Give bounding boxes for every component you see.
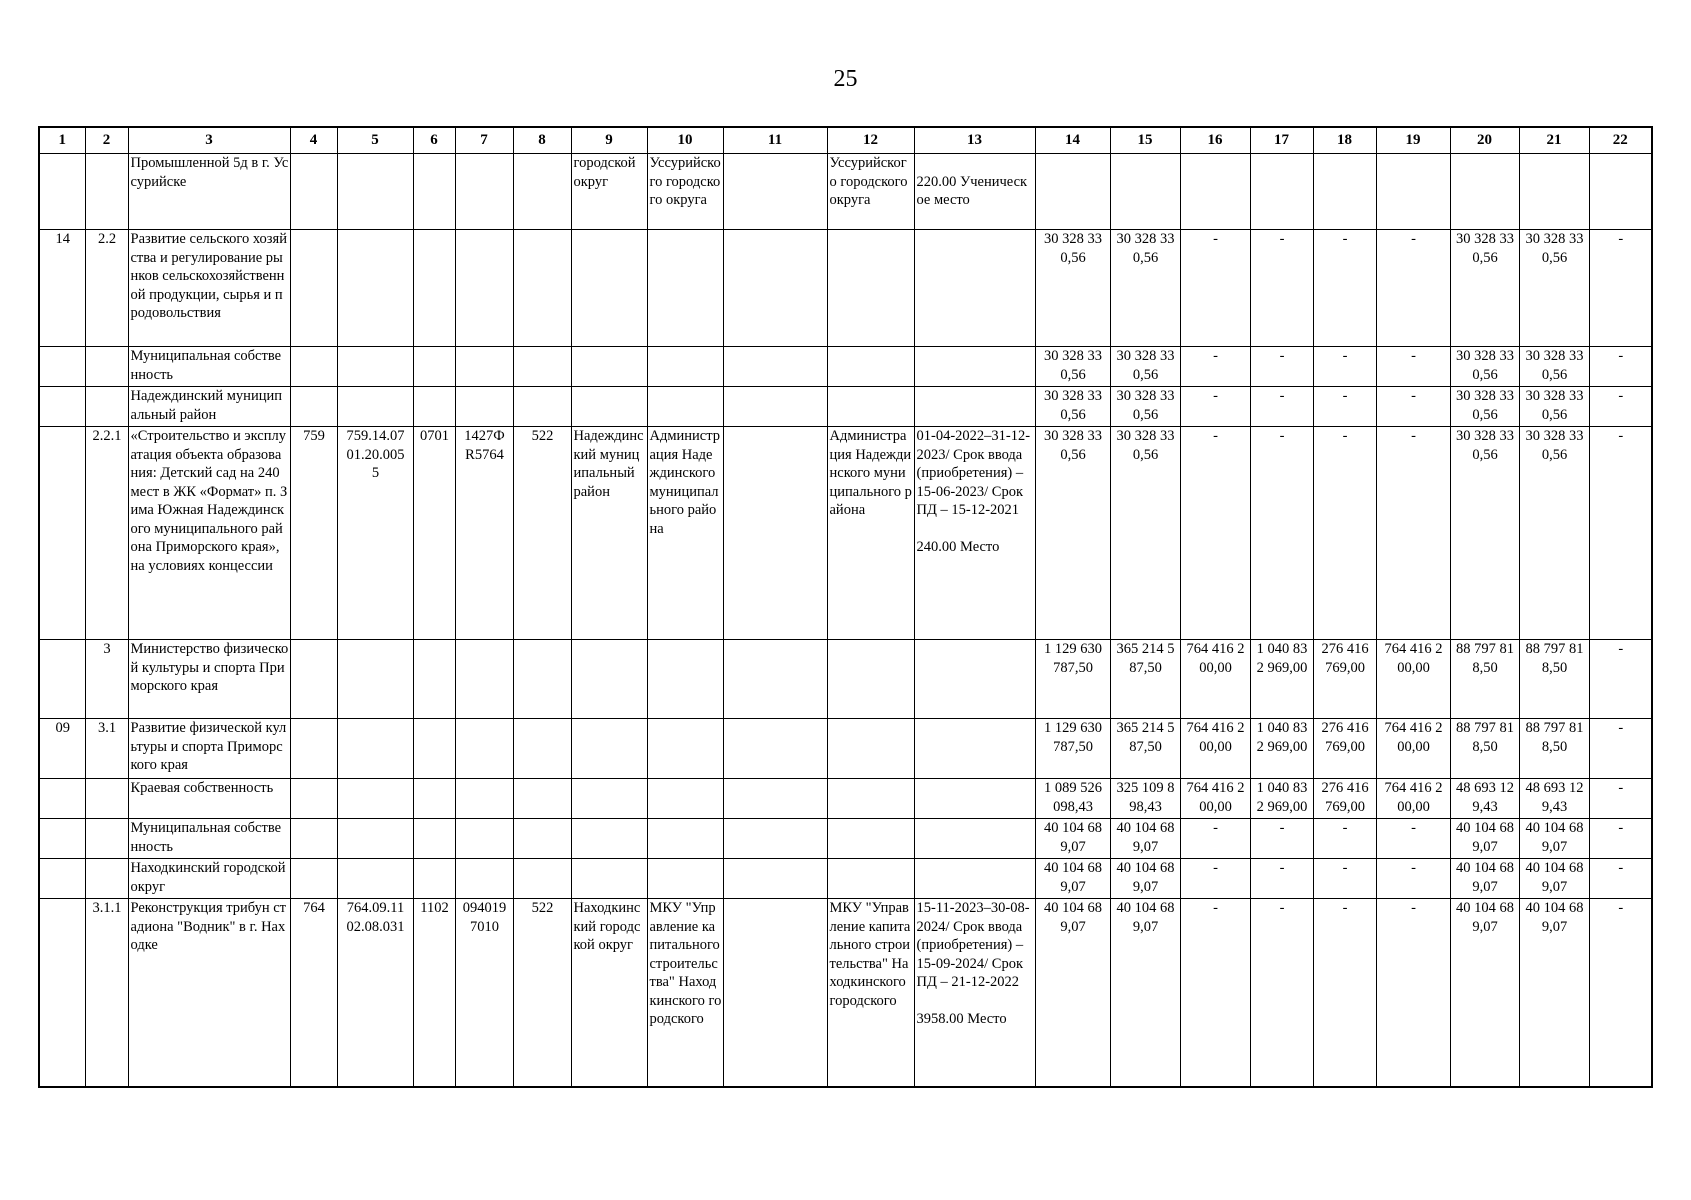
cell-amount-h: - <box>1589 230 1652 347</box>
cell-budget-classifier <box>337 719 413 779</box>
table-row <box>39 387 1652 427</box>
cell-section-code <box>413 347 455 387</box>
cell-item-code <box>85 859 128 899</box>
cell-gov-code <box>290 230 337 347</box>
column-header: 15 <box>1110 127 1180 154</box>
cell-budget-classifier <box>337 230 413 347</box>
cell-amount-b: 764 416 2 00,00 <box>1180 779 1250 819</box>
column-header: 17 <box>1250 127 1313 154</box>
cell-item-name: Находкинский городской округ <box>128 859 290 899</box>
cell-terms-capacity <box>914 719 1035 779</box>
cell-amount-d: 276 416 769,00 <box>1313 640 1376 719</box>
header-row <box>39 127 1652 154</box>
cell-municipality <box>571 719 647 779</box>
cell-amount-total: 40 104 68 9,07 <box>1035 819 1110 859</box>
cell-section-code <box>413 859 455 899</box>
cell-developer <box>827 859 914 899</box>
cell-terms-capacity: 15-11-2023–30-08-2024/ Срок ввода (приобретения) – 15-09-2024/ Срок ПД – 21-12-2022 3958.00 Место <box>914 899 1035 1087</box>
cell-expense-type <box>513 859 571 899</box>
cell-section-code <box>413 387 455 427</box>
cell-amount-total: 30 328 33 0,56 <box>1035 387 1110 427</box>
cell-amount-d: - <box>1313 347 1376 387</box>
cell-amount-e: - <box>1376 387 1450 427</box>
cell-amount-a: 30 328 33 0,56 <box>1110 347 1180 387</box>
cell-expense-type <box>513 640 571 719</box>
cell-amount-c: - <box>1250 859 1313 899</box>
cell-amount-a <box>1110 154 1180 230</box>
cell-amount-c: - <box>1250 427 1313 640</box>
cell-developer: МКУ "Управление капитального строительства" Находкинского городского <box>827 899 914 1087</box>
cell-developer <box>827 347 914 387</box>
cell-municipality <box>571 230 647 347</box>
cell-row-number <box>39 819 85 859</box>
cell-amount-c: 1 040 83 2 969,00 <box>1250 779 1313 819</box>
cell-amount-d: - <box>1313 387 1376 427</box>
cell-amount-c: - <box>1250 347 1313 387</box>
cell-terms-capacity <box>914 640 1035 719</box>
cell-amount-b: 764 416 2 00,00 <box>1180 640 1250 719</box>
cell-customer <box>647 779 723 819</box>
cell-gov-code <box>290 387 337 427</box>
cell-developer <box>827 387 914 427</box>
column-header: 13 <box>914 127 1035 154</box>
cell-amount-g: 40 104 68 9,07 <box>1519 859 1589 899</box>
cell-note <box>723 640 827 719</box>
cell-amount-e: 764 416 2 00,00 <box>1376 640 1450 719</box>
column-header: 2 <box>85 127 128 154</box>
cell-item-name: Развитие физической культуры и спорта Приморского края <box>128 719 290 779</box>
cell-amount-f: 40 104 68 9,07 <box>1450 899 1519 1087</box>
cell-note <box>723 387 827 427</box>
cell-amount-total: 30 328 33 0,56 <box>1035 230 1110 347</box>
cell-section-code <box>413 819 455 859</box>
cell-customer: МКУ "Управление капитального строительства" Находкинского городского <box>647 899 723 1087</box>
cell-item-name: Муниципальная собственность <box>128 819 290 859</box>
cell-amount-total: 40 104 68 9,07 <box>1035 859 1110 899</box>
cell-item-name: Муниципальная собственность <box>128 347 290 387</box>
cell-amount-e: - <box>1376 347 1450 387</box>
cell-budget-classifier <box>337 387 413 427</box>
cell-amount-f: 40 104 68 9,07 <box>1450 819 1519 859</box>
cell-item-name: Министерство физической культуры и спорта Приморского края <box>128 640 290 719</box>
cell-amount-h: - <box>1589 779 1652 819</box>
cell-target-article <box>455 719 513 779</box>
cell-amount-e: 764 416 2 00,00 <box>1376 779 1450 819</box>
cell-amount-b: - <box>1180 819 1250 859</box>
cell-section-code <box>413 779 455 819</box>
cell-customer <box>647 387 723 427</box>
cell-customer <box>647 230 723 347</box>
cell-item-code <box>85 154 128 230</box>
cell-budget-classifier: 759.14.07 01.20.005 5 <box>337 427 413 640</box>
table-row <box>39 779 1652 819</box>
column-header: 8 <box>513 127 571 154</box>
cell-amount-h: - <box>1589 899 1652 1087</box>
cell-amount-d: - <box>1313 230 1376 347</box>
cell-amount-d <box>1313 154 1376 230</box>
cell-section-code <box>413 640 455 719</box>
cell-amount-b <box>1180 154 1250 230</box>
cell-amount-c: 1 040 83 2 969,00 <box>1250 640 1313 719</box>
table-row <box>39 899 1652 1087</box>
cell-amount-f <box>1450 154 1519 230</box>
cell-expense-type <box>513 779 571 819</box>
cell-amount-h: - <box>1589 427 1652 640</box>
cell-amount-e: - <box>1376 859 1450 899</box>
cell-amount-f: 30 328 33 0,56 <box>1450 347 1519 387</box>
cell-budget-classifier <box>337 347 413 387</box>
cell-customer: Администрация Надеждинского муниципального района <box>647 427 723 640</box>
column-header: 16 <box>1180 127 1250 154</box>
cell-developer: Уссурийского городского округа <box>827 154 914 230</box>
cell-gov-code <box>290 347 337 387</box>
cell-amount-g: 88 797 81 8,50 <box>1519 640 1589 719</box>
column-header: 20 <box>1450 127 1519 154</box>
cell-budget-classifier <box>337 640 413 719</box>
cell-amount-b: - <box>1180 387 1250 427</box>
cell-terms-capacity <box>914 779 1035 819</box>
cell-terms-capacity: 220.00 Ученическое место <box>914 154 1035 230</box>
cell-amount-g: 30 328 33 0,56 <box>1519 427 1589 640</box>
cell-row-number <box>39 779 85 819</box>
cell-amount-b: - <box>1180 230 1250 347</box>
cell-note <box>723 154 827 230</box>
cell-row-number <box>39 154 85 230</box>
cell-amount-total: 30 328 33 0,56 <box>1035 427 1110 640</box>
column-header: 19 <box>1376 127 1450 154</box>
cell-amount-b: - <box>1180 347 1250 387</box>
cell-developer <box>827 819 914 859</box>
cell-target-article <box>455 859 513 899</box>
cell-municipality: Надеждинский муниципальный район <box>571 427 647 640</box>
column-header: 6 <box>413 127 455 154</box>
cell-amount-a: 40 104 68 9,07 <box>1110 819 1180 859</box>
cell-target-article <box>455 819 513 859</box>
cell-item-code: 2.2 <box>85 230 128 347</box>
table-body <box>39 154 1652 1087</box>
cell-amount-g <box>1519 154 1589 230</box>
cell-amount-d: - <box>1313 427 1376 640</box>
cell-target-article: 094019 7010 <box>455 899 513 1087</box>
table-row <box>39 154 1652 230</box>
table-row <box>39 230 1652 347</box>
cell-amount-d: - <box>1313 859 1376 899</box>
cell-expense-type: 522 <box>513 427 571 640</box>
cell-row-number <box>39 899 85 1087</box>
cell-amount-g: 48 693 12 9,43 <box>1519 779 1589 819</box>
cell-section-code <box>413 719 455 779</box>
cell-gov-code <box>290 859 337 899</box>
cell-developer <box>827 719 914 779</box>
cell-amount-total <box>1035 154 1110 230</box>
cell-expense-type <box>513 154 571 230</box>
cell-amount-b: - <box>1180 899 1250 1087</box>
table-row <box>39 859 1652 899</box>
cell-amount-g: 88 797 81 8,50 <box>1519 719 1589 779</box>
cell-amount-e: - <box>1376 899 1450 1087</box>
cell-section-code: 0701 <box>413 427 455 640</box>
cell-item-code: 3.1.1 <box>85 899 128 1087</box>
cell-amount-d: 276 416 769,00 <box>1313 719 1376 779</box>
cell-terms-capacity: 01-04-2022–31-12-2023/ Срок ввода (приобретения) – 15-06-2023/ Срок ПД – 15-12-2021 240.00 Место <box>914 427 1035 640</box>
cell-amount-a: 30 328 33 0,56 <box>1110 387 1180 427</box>
cell-amount-b: 764 416 2 00,00 <box>1180 719 1250 779</box>
cell-section-code <box>413 154 455 230</box>
cell-note <box>723 230 827 347</box>
cell-amount-h: - <box>1589 719 1652 779</box>
cell-amount-a: 40 104 68 9,07 <box>1110 859 1180 899</box>
cell-amount-h: - <box>1589 859 1652 899</box>
cell-municipality: городской округ <box>571 154 647 230</box>
cell-budget-classifier: 764.09.11 02.08.031 <box>337 899 413 1087</box>
column-header: 12 <box>827 127 914 154</box>
table-row <box>39 347 1652 387</box>
cell-amount-g: 40 104 68 9,07 <box>1519 819 1589 859</box>
cell-municipality <box>571 859 647 899</box>
cell-terms-capacity <box>914 347 1035 387</box>
column-header: 11 <box>723 127 827 154</box>
cell-amount-e: - <box>1376 819 1450 859</box>
cell-amount-f: 30 328 33 0,56 <box>1450 387 1519 427</box>
cell-item-code: 3 <box>85 640 128 719</box>
cell-budget-classifier <box>337 859 413 899</box>
cell-amount-a: 40 104 68 9,07 <box>1110 899 1180 1087</box>
cell-amount-c: - <box>1250 387 1313 427</box>
cell-amount-total: 30 328 33 0,56 <box>1035 347 1110 387</box>
cell-budget-classifier <box>337 819 413 859</box>
cell-amount-f: 48 693 12 9,43 <box>1450 779 1519 819</box>
cell-amount-f: 40 104 68 9,07 <box>1450 859 1519 899</box>
cell-gov-code: 759 <box>290 427 337 640</box>
column-header: 7 <box>455 127 513 154</box>
cell-amount-f: 88 797 81 8,50 <box>1450 719 1519 779</box>
cell-expense-type <box>513 230 571 347</box>
cell-budget-classifier <box>337 779 413 819</box>
cell-terms-capacity <box>914 387 1035 427</box>
cell-developer <box>827 230 914 347</box>
budget-table <box>38 126 1653 1088</box>
cell-expense-type <box>513 819 571 859</box>
cell-amount-h <box>1589 154 1652 230</box>
table-row <box>39 819 1652 859</box>
cell-target-article <box>455 230 513 347</box>
cell-amount-g: 30 328 33 0,56 <box>1519 387 1589 427</box>
cell-item-name: «Строительство и эксплуатация объекта образования: Детский сад на 240 мест в ЖК «Формат» п. Зима Южная Надеждинского муниципального района Приморского края», на условиях концессии <box>128 427 290 640</box>
cell-customer <box>647 719 723 779</box>
table-row <box>39 427 1652 640</box>
cell-municipality: Находкинский городской округ <box>571 899 647 1087</box>
cell-gov-code <box>290 640 337 719</box>
cell-target-article: 1427Ф R5764 <box>455 427 513 640</box>
cell-amount-total: 1 129 630 787,50 <box>1035 719 1110 779</box>
cell-note <box>723 427 827 640</box>
cell-item-name: Промышленной 5д в г. Уссурийске <box>128 154 290 230</box>
cell-amount-a: 365 214 5 87,50 <box>1110 719 1180 779</box>
cell-target-article <box>455 640 513 719</box>
cell-item-code <box>85 347 128 387</box>
cell-note <box>723 899 827 1087</box>
column-header: 9 <box>571 127 647 154</box>
cell-amount-c: - <box>1250 899 1313 1087</box>
table-row <box>39 719 1652 779</box>
cell-gov-code <box>290 779 337 819</box>
cell-municipality <box>571 819 647 859</box>
cell-developer: Администрация Надеждинского муниципального района <box>827 427 914 640</box>
cell-item-name: Краевая собственность <box>128 779 290 819</box>
cell-target-article <box>455 779 513 819</box>
cell-amount-d: - <box>1313 899 1376 1087</box>
cell-item-code <box>85 819 128 859</box>
cell-expense-type <box>513 347 571 387</box>
cell-amount-c <box>1250 154 1313 230</box>
cell-row-number <box>39 347 85 387</box>
cell-note <box>723 859 827 899</box>
cell-amount-a: 325 109 8 98,43 <box>1110 779 1180 819</box>
cell-amount-h: - <box>1589 819 1652 859</box>
cell-row-number <box>39 387 85 427</box>
cell-amount-total: 1 089 526 098,43 <box>1035 779 1110 819</box>
cell-row-number <box>39 427 85 640</box>
column-header: 14 <box>1035 127 1110 154</box>
cell-item-name: Реконструкция трибун стадиона "Водник" в г. Находке <box>128 899 290 1087</box>
cell-amount-h: - <box>1589 347 1652 387</box>
cell-amount-e: - <box>1376 427 1450 640</box>
cell-amount-g: 30 328 33 0,56 <box>1519 230 1589 347</box>
cell-item-code <box>85 387 128 427</box>
cell-amount-g: 40 104 68 9,07 <box>1519 899 1589 1087</box>
cell-municipality <box>571 347 647 387</box>
cell-customer <box>647 347 723 387</box>
cell-amount-b: - <box>1180 427 1250 640</box>
cell-customer <box>647 819 723 859</box>
cell-note <box>723 347 827 387</box>
cell-terms-capacity <box>914 819 1035 859</box>
column-header: 4 <box>290 127 337 154</box>
cell-amount-f: 88 797 81 8,50 <box>1450 640 1519 719</box>
cell-item-code <box>85 779 128 819</box>
column-header: 3 <box>128 127 290 154</box>
cell-gov-code <box>290 819 337 859</box>
cell-target-article <box>455 347 513 387</box>
cell-amount-total: 40 104 68 9,07 <box>1035 899 1110 1087</box>
cell-gov-code <box>290 719 337 779</box>
cell-amount-e: 764 416 2 00,00 <box>1376 719 1450 779</box>
cell-expense-type: 522 <box>513 899 571 1087</box>
cell-gov-code <box>290 154 337 230</box>
cell-amount-e <box>1376 154 1450 230</box>
cell-target-article <box>455 154 513 230</box>
cell-note <box>723 779 827 819</box>
cell-expense-type <box>513 719 571 779</box>
cell-amount-total: 1 129 630 787,50 <box>1035 640 1110 719</box>
cell-municipality <box>571 387 647 427</box>
cell-developer <box>827 640 914 719</box>
cell-row-number <box>39 859 85 899</box>
cell-developer <box>827 779 914 819</box>
cell-expense-type <box>513 387 571 427</box>
cell-amount-b: - <box>1180 859 1250 899</box>
cell-amount-c: 1 040 83 2 969,00 <box>1250 719 1313 779</box>
column-header: 18 <box>1313 127 1376 154</box>
cell-customer <box>647 859 723 899</box>
cell-section-code <box>413 230 455 347</box>
cell-amount-a: 365 214 5 87,50 <box>1110 640 1180 719</box>
cell-amount-d: 276 416 769,00 <box>1313 779 1376 819</box>
cell-budget-classifier <box>337 154 413 230</box>
cell-customer: Уссурийского городского округа <box>647 154 723 230</box>
column-header: 22 <box>1589 127 1652 154</box>
page-number: 25 <box>833 66 858 92</box>
cell-amount-d: - <box>1313 819 1376 859</box>
cell-amount-h: - <box>1589 640 1652 719</box>
cell-gov-code: 764 <box>290 899 337 1087</box>
cell-terms-capacity <box>914 230 1035 347</box>
cell-customer <box>647 640 723 719</box>
cell-municipality <box>571 640 647 719</box>
cell-amount-f: 30 328 33 0,56 <box>1450 230 1519 347</box>
cell-terms-capacity <box>914 859 1035 899</box>
cell-amount-c: - <box>1250 819 1313 859</box>
column-header: 5 <box>337 127 413 154</box>
cell-amount-e: - <box>1376 230 1450 347</box>
cell-target-article <box>455 387 513 427</box>
cell-municipality <box>571 779 647 819</box>
table-row <box>39 640 1652 719</box>
column-header: 10 <box>647 127 723 154</box>
cell-row-number: 14 <box>39 230 85 347</box>
cell-amount-f: 30 328 33 0,56 <box>1450 427 1519 640</box>
column-header: 1 <box>39 127 85 154</box>
cell-amount-a: 30 328 33 0,56 <box>1110 230 1180 347</box>
cell-amount-g: 30 328 33 0,56 <box>1519 347 1589 387</box>
cell-note <box>723 719 827 779</box>
cell-item-code: 3.1 <box>85 719 128 779</box>
cell-item-name: Надеждинский муниципальный район <box>128 387 290 427</box>
cell-note <box>723 819 827 859</box>
cell-section-code: 1102 <box>413 899 455 1087</box>
cell-amount-a: 30 328 33 0,56 <box>1110 427 1180 640</box>
cell-row-number <box>39 640 85 719</box>
cell-item-code: 2.2.1 <box>85 427 128 640</box>
column-header: 21 <box>1519 127 1589 154</box>
cell-amount-h: - <box>1589 387 1652 427</box>
cell-row-number: 09 <box>39 719 85 779</box>
cell-amount-c: - <box>1250 230 1313 347</box>
cell-item-name: Развитие сельского хозяйства и регулирование рынков сельскохозяйственной продукции, сырья и продовольствия <box>128 230 290 347</box>
